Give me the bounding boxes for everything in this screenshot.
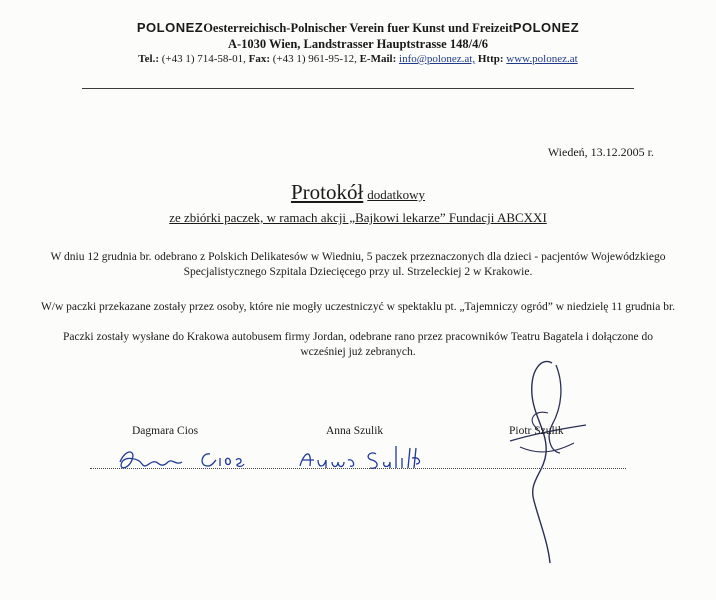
paragraph-3: Paczki zostały wysłane do Krakowa autobusem firmy Jordan, odebrane rano przez pracowników Teatru Bagatela i dołączone do wcześniej już zebranych.: [62, 331, 654, 358]
signature-dotted-line: [90, 468, 626, 469]
paragraph-1: W dniu 12 grudnia br. odebrano z Polskich Delikatesów w Wiedniu, 5 paczek przeznaczonych dla dzieci - pacjentów Wojewódzkiego Specjalistycznego Szpitala Dziecięcego przy ul. Strzeleckiej 2 w Krakowie.: [50, 251, 666, 278]
handwritten-signature-dagmara: [112, 440, 262, 480]
letterhead: [0, 20, 716, 67]
letterhead-line-1: [0, 20, 716, 36]
signature-flourish-piotr: [490, 355, 600, 570]
website-link[interactable]: www.polonez.at: [506, 53, 578, 65]
letterhead-address: A-1030 Wien, Landstrasser Hauptstrasse 148/4/6: [227, 37, 489, 51]
brand-right: POLONEZ: [512, 20, 580, 35]
org-name: Oesterreichisch-Polnischer Verein fuer Kunst und Freizeit: [203, 21, 513, 35]
tel-label: Tel.:: [138, 53, 159, 65]
title-suffix: dodatkowy: [367, 187, 426, 202]
handwritten-signature-anna: [292, 440, 442, 480]
signature-name-dagmara: Dagmara Cios: [132, 425, 199, 437]
brand-left: POLONEZ: [136, 20, 204, 35]
http-label: Http:: [477, 53, 504, 65]
paragraph-2: W/w paczki przekazane zostały przez osoby, które nie mogły uczestniczyć w spektaklu pt. „Tajemniczy ogród” w niedzielę 11 grudnia br.: [40, 301, 676, 313]
document-date: Wiedeń, 13.12.2005 r.: [547, 145, 654, 159]
signature-name-anna: Anna Szulik: [326, 425, 384, 437]
letterhead-contacts: [0, 52, 716, 67]
document-subtitle: ze zbiórki paczek, w ramach akcji „Bajkowi lekarze” Fundacji ABCXXI: [169, 210, 547, 225]
fax-label: Fax:: [248, 53, 270, 65]
email-link[interactable]: info@polonez.at,: [399, 53, 476, 65]
email-label: E-Mail:: [359, 53, 397, 65]
header-divider: [82, 88, 634, 89]
document-title: [0, 180, 716, 207]
signature-name-piotr: Piotr Szulik: [509, 425, 564, 437]
title-main: Protokół: [290, 180, 364, 204]
fax-value: (+43 1) 961-95-12,: [272, 53, 357, 65]
tel-value: (+43 1) 714-58-01,: [161, 53, 246, 65]
